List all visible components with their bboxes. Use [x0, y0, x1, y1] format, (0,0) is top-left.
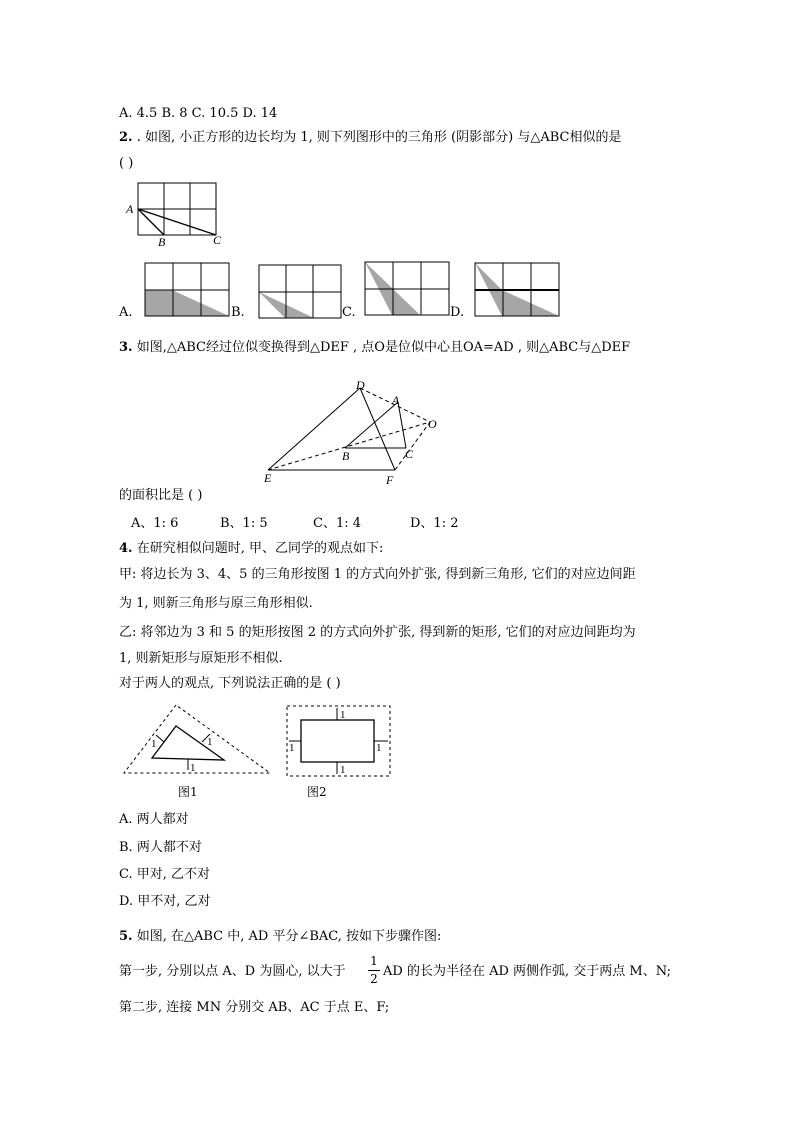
q4-option-a: A. 两人都对: [119, 812, 189, 827]
q5-stem: [119, 929, 441, 945]
q5-step1-part2: AD 的长为半径在 AD 两侧作弧, 交于两点 M、N;: [383, 964, 672, 979]
q4-question: 对于两人的观点, 下列说法正确的是 ( ): [119, 676, 341, 691]
q5-step2: 第二步, 连接 MN 分别交 AB、AC 于点 E、F;: [119, 1000, 390, 1015]
q1-options: A. 4.5 B. 8 C. 10.5 D. 14: [119, 106, 278, 121]
q3-label-e: E: [264, 471, 272, 485]
q3-stem2: 的面积比是 ( ): [119, 488, 203, 503]
q2-option-b-label: B.: [231, 305, 245, 320]
q4-figure2: [284, 703, 394, 779]
q3-label-a: A: [392, 393, 400, 407]
q3-label-c: C: [405, 447, 414, 461]
q2-option-c-figure: [362, 259, 452, 319]
q3-option-a: A、1: 6: [131, 516, 179, 531]
q2-reference-figure: [120, 180, 230, 250]
q2-number: 2.: [119, 130, 133, 145]
q4-fig2-dist-bottom: 1: [340, 764, 346, 776]
q5-fraction-denominator: 2: [370, 972, 378, 986]
q4-fig1-dist-right: 1: [207, 736, 213, 748]
q4-figure1: [118, 700, 276, 782]
q4-fig2-dist-top: 1: [340, 709, 346, 721]
q2-option-a-label: A.: [119, 305, 133, 320]
q4-stem-text: 在研究相似问题时, 甲、乙同学的观点如下:: [132, 541, 384, 556]
q4-stem: [119, 541, 383, 557]
q4-figure2-caption: 图2: [307, 785, 327, 799]
q2-paren: ( ): [119, 156, 134, 171]
q5-stem-text: 如图, 在△ABC 中, AD 平分∠BAC, 按如下步骤作图:: [132, 929, 442, 944]
q3-label-d: D: [356, 378, 365, 392]
q4-option-d: D. 甲不对, 乙对: [119, 894, 211, 909]
q2-option-b-figure: [256, 262, 344, 320]
q2-stem-text: . 如图, 小正方形的边长均为 1, 则下列图形中的三角形 (阴影部分) 与△ABC相似的是: [132, 130, 622, 145]
q5-step1-part1: 第一步, 分别以点 A、D 为圆心, 以大于: [119, 964, 346, 979]
q3-label-o: O: [428, 417, 437, 431]
q4-fig1-dist-bottom: 1: [190, 762, 196, 774]
q3-figure: [260, 378, 450, 488]
q5-number: 5.: [119, 929, 133, 944]
q4-option-c: C. 甲对, 乙不对: [119, 867, 211, 882]
q2-option-c-label: C.: [342, 305, 356, 320]
q2-stem: [119, 130, 621, 146]
q4-fig1-dist-left: 1: [151, 738, 157, 750]
q3-label-b: B: [342, 449, 350, 463]
q4-figure1-caption: 图1: [178, 785, 198, 799]
q4-option-b: B. 两人都不对: [119, 840, 202, 855]
q2-label-a: A: [126, 202, 134, 216]
q3-option-b: B、1: 5: [220, 516, 268, 531]
q5-fraction-numerator: 1: [370, 954, 378, 968]
q4-number: 4.: [119, 541, 133, 556]
q4-yi-line1: 乙: 将邻边为 3 和 5 的矩形按图 2 的方式向外扩张, 得到新的矩形, 它们的对应边间距均为: [119, 625, 636, 640]
q4-jia-line1: 甲: 将边长为 3、4、5 的三角形按图 1 的方式向外扩张, 得到新三角形, 它们的对应边间距: [119, 567, 636, 582]
q2-label-b: B: [158, 235, 166, 249]
q4-jia-line2: 为 1, 则新三角形与原三角形相似.: [119, 596, 313, 611]
q3-stem-text: 如图,△ABC经过位似变换得到△DEF , 点O是位似中心且OA=AD , 则△ABC与△DEF: [132, 340, 631, 355]
q2-option-d-label: D.: [450, 305, 465, 320]
q5-fraction-bar: [368, 970, 380, 971]
q3-number: 3.: [119, 340, 133, 355]
q3-stem: [119, 340, 630, 356]
q2-label-c: C: [213, 233, 222, 247]
q4-fig2-dist-right: 1: [376, 742, 382, 754]
q4-yi-line2: 1, 则新矩形与原矩形不相似.: [119, 651, 283, 666]
q4-fig2-dist-left: 1: [289, 742, 295, 754]
q2-option-a-figure: [142, 260, 232, 320]
q3-option-d: D、1: 2: [410, 516, 459, 531]
q2-option-d-figure: [472, 260, 562, 320]
q3-option-c: C、1: 4: [313, 516, 362, 531]
q3-label-f: F: [386, 473, 394, 487]
